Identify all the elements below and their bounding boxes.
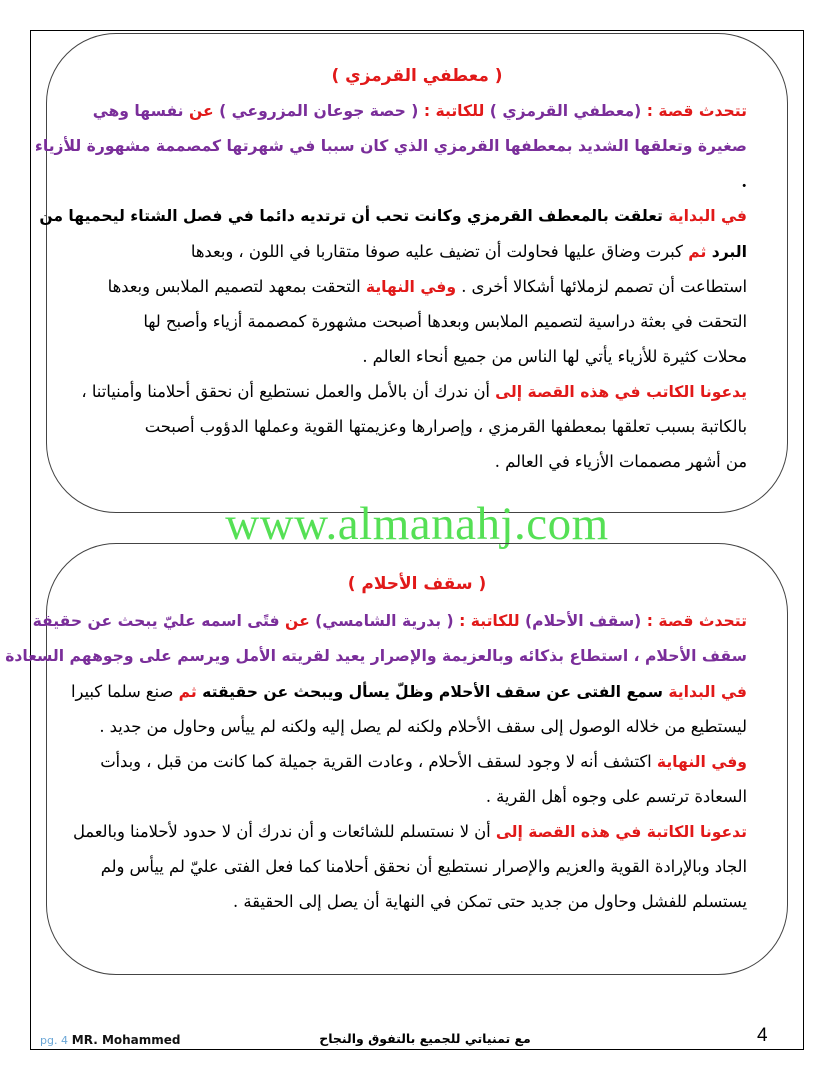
story-2-line-4: ليستطيع من خلاله الوصول إلى سقف الأحلام ولكنه لم يصل إليه ولكنه لم ييأس وحاول من جديد . [99, 717, 747, 736]
story-card-1 [34, 33, 788, 513]
story-1-title: ( معطفي القرمزي ) [331, 66, 503, 86]
story-1-line-7: التحقت في بعثة دراسية لتصميم الملابس وبعدها أصبحت مشهورة كمصممة أزياء وأصبح لها [143, 312, 747, 331]
story-2-title: ( سقف الأحلام ) [347, 574, 487, 594]
footer-wishes: مع تمنياتي للجميع بالتفوق والنجاح [319, 1031, 531, 1046]
story-1-line-11: من أشهر مصممات الأزياء في العالم . [494, 452, 747, 471]
story-2-line-7: تدعونا الكاتبة في هذه القصة إلى أن لا نستسلم للشائعات و أن ندرك أن لا حدود لأحلامنا وبالعمل [72, 822, 747, 841]
story-2-line-1: تتحدث قصة : (سقف الأحلام) للكاتبة : ( بدرية الشامسي) عن فتًى اسمه عليّ يبحث عن حقيقة [32, 612, 747, 630]
story-2-line-6: السعادة ترتسم على وجوه أهل القرية . [485, 787, 747, 806]
story-1-line-8: محلات كثيرة للأزياء يأتي لها الناس من جميع أنحاء العالم . [362, 347, 747, 366]
story-1-line-1: تتحدث قصة : (معطفي القرمزي ) للكاتبة : ( حصة جوعان المزروعي ) عن نفسها وهي [92, 102, 747, 120]
story-2-line-5: وفي النهاية اكتشف أنه لا وجود لسقف الأحلام ، وعادت القرية جميلة كما كانت من قبل ، وبدأت [100, 752, 747, 771]
story-1-line-2: صغيرة وتعلقها الشديد بمعطفها القرمزي الذي كان سببا في شهرتها كمصممة مشهورة للأزياء [34, 137, 747, 155]
footer-author-name: MR. Mohammed [71, 1033, 181, 1047]
story-1-line-9: يدعونا الكاتب في هذه القصة إلى أن ندرك أن بالأمل والعمل نستطيع أن نحقق أحلامنا وأمنياتنا ، [81, 382, 747, 401]
story-1-line-5: البرد ثم كبرت وضاق عليها فحاولت أن تضيف عليه صوفا متقاربا في اللون ، وبعدها [190, 242, 747, 261]
story-2-line-8: الجاد وبالإرادة القوية والعزيم والإصرار نستطيع أن نحقق أحلامنا كما فعل الفتى عليّ لم ييأس ولم [100, 857, 747, 876]
story-card-2 [5, 543, 788, 975]
footer-page-number: 4 [757, 1025, 768, 1046]
watermark: www.almanahj.com [225, 498, 609, 550]
footer-page-label: pg. 4 [40, 1034, 68, 1047]
story-1-line-6: استطاعت أن تصمم لزملائها أشكالا أخرى . وفي النهاية التحقت بمعهد لتصميم الملابس وبعدها [107, 277, 747, 296]
story-1-line-3: . [741, 172, 747, 191]
story-2-line-2: سقف الأحلام ، استطاع بذكائه وبالعزيمة والإصرار يعيد لقريته الأمل ويرسم على وجوههم السعادة [5, 647, 747, 665]
story-1-line-4: في البداية تعلقت بالمعطف القرمزي وكانت تحب أن ترتديه دائما في فصل الشتاء ليحميها من [39, 207, 747, 225]
story-2-body [5, 604, 747, 919]
story-1-line-10: بالكاتبة بسبب تعلقها بمعطفها القرمزي ، وإصرارها وعزيمتها القوية وعملها الدؤوب أصبحت [144, 417, 747, 436]
story-2-line-9: يستسلم للفشل وحاول من جديد حتى تمكن في النهاية أن يصل إلى الحقيقة . [233, 892, 747, 911]
story-2-line-3: في البداية سمع الفتى عن سقف الأحلام وظلّ يسأل ويبحث عن حقيقته ثم صنع سلما كبيرا [70, 682, 747, 701]
story-1-body [34, 94, 747, 479]
footer-author [40, 1033, 181, 1047]
